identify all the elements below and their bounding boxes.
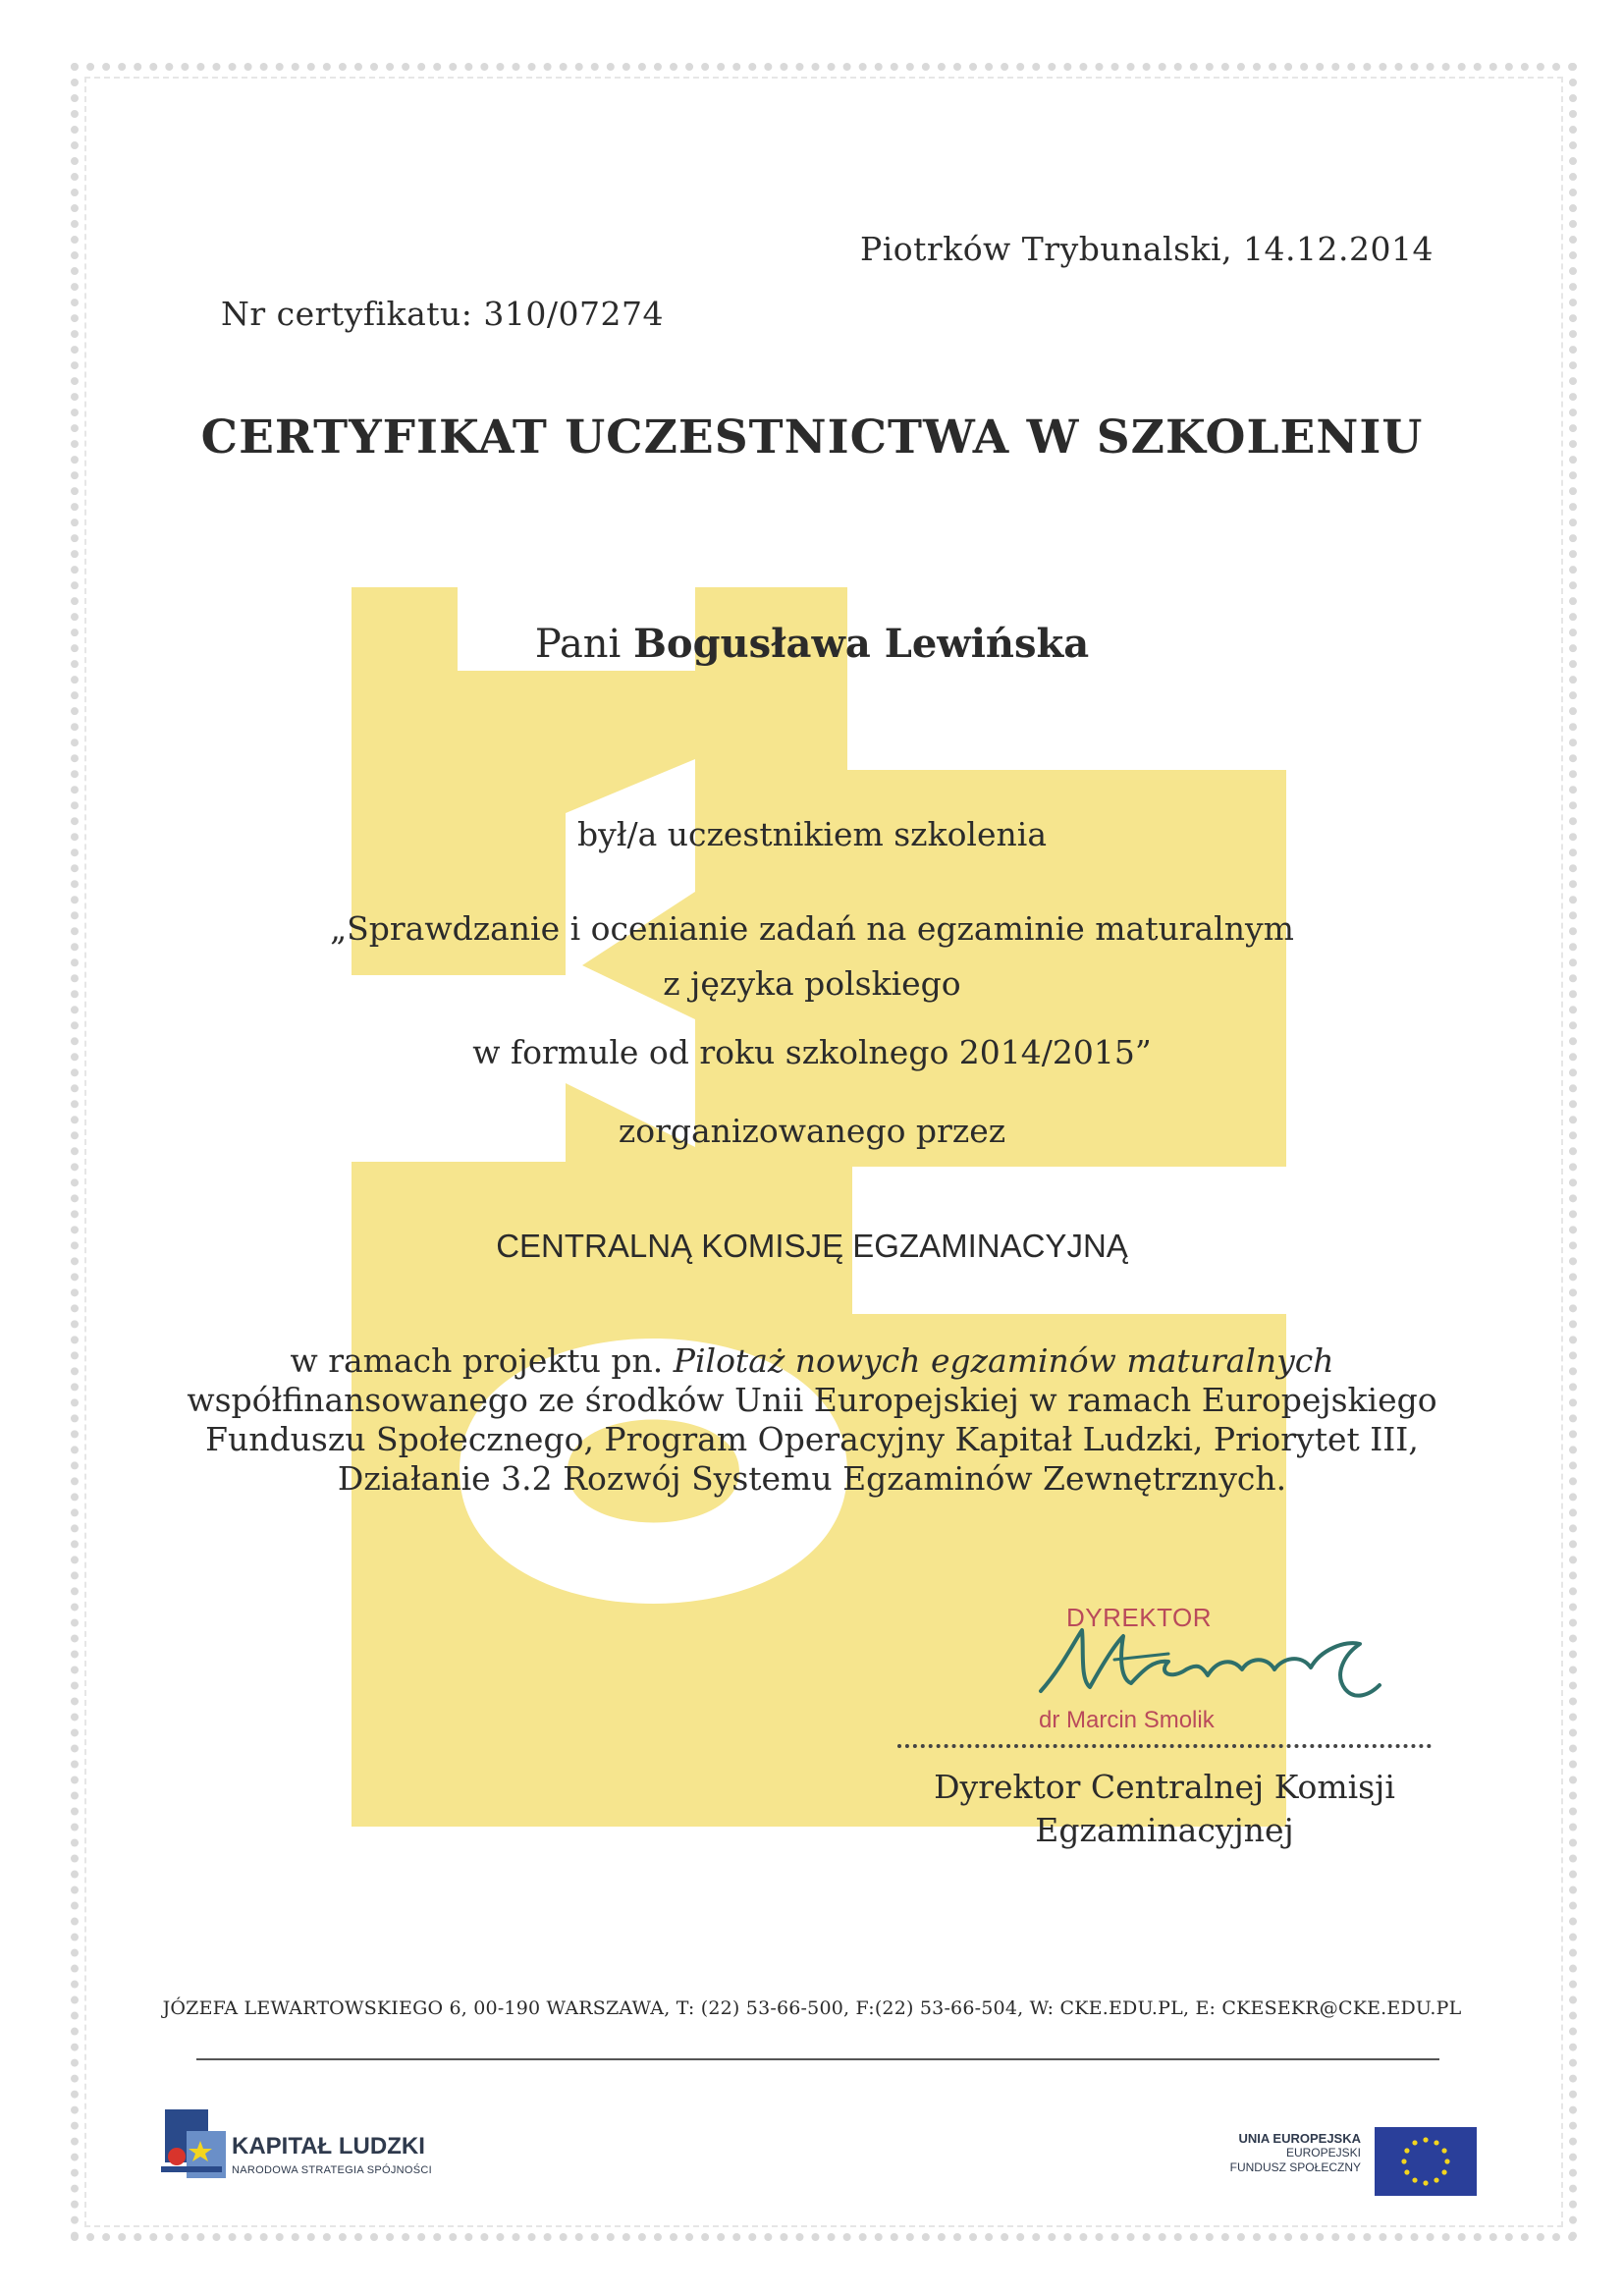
eu-star-icon: [1434, 2140, 1438, 2145]
eu-star-icon: [1404, 2169, 1409, 2174]
eu-star-icon: [1441, 2148, 1446, 2153]
recipient-salutation: Pani: [534, 622, 622, 667]
recipient-name: Bogusława Lewińska: [633, 621, 1090, 667]
eu-star-icon: [1401, 2159, 1406, 2163]
eu-label: [1168, 2131, 1361, 2175]
kapital-ludzki-title: KAPITAŁ LUDZKI: [232, 2133, 425, 2159]
course-title-line-2: z języka polskiego: [663, 964, 961, 1003]
stamp-name: dr Marcin Smolik: [1039, 1707, 1215, 1733]
eu-label-line-2: EUROPEJSKI: [1285, 2146, 1361, 2159]
signer-line-2: Egzaminacyjnej: [1035, 1811, 1294, 1849]
kapital-ludzki-logo: [157, 2102, 234, 2186]
course-title-line-1: „Sprawdzanie i ocenianie zadań na egzaminie maturalnym: [330, 909, 1294, 948]
signer-line-1: Dyrektor Centralnej Komisji: [934, 1768, 1395, 1806]
course-title-line-3: w formule od roku szkolnego 2014/2015”: [472, 1033, 1152, 1071]
project-name: Pilotaż nowych egzaminów maturalnych: [673, 1341, 1334, 1380]
certificate-title: CERTYFIKAT UCZESTNICTWA W SZKOLENIU: [200, 410, 1424, 465]
eu-star-icon: [1412, 2140, 1417, 2145]
project-line-2: współfinansowanego ze środków Unii Europejskiej w ramach Europejskiego: [187, 1381, 1437, 1419]
eu-label-line-3: FUNDUSZ SPOŁECZNY: [1229, 2160, 1361, 2174]
stamp-title: DYREKTOR: [1066, 1603, 1212, 1632]
footer-divider: [196, 2058, 1439, 2060]
eu-star-icon: [1423, 2180, 1428, 2185]
project-prefix: w ramach projektu pn.: [290, 1341, 664, 1380]
project-line-3: Funduszu Społecznego, Program Operacyjny Kapitał Ludzki, Priorytet III,: [205, 1420, 1419, 1458]
eu-star-icon: [1404, 2148, 1409, 2153]
project-line-1: [0, 1341, 1624, 1381]
eu-label-line-1: UNIA EUROPEJSKA: [1238, 2131, 1361, 2146]
organizer-name: CENTRALNĄ KOMISJĘ EGZAMINACYJNĄ: [496, 1228, 1128, 1264]
organized-by-line: zorganizowanego przez: [618, 1112, 1006, 1150]
eu-flag-icon: [1375, 2127, 1477, 2196]
kapital-ludzki-subtitle: NARODOWA STRATEGIA SPÓJNOŚCI: [232, 2164, 432, 2176]
eu-star-icon: [1434, 2177, 1438, 2182]
signer-title: [897, 1766, 1432, 1852]
handwritten-signature: [1021, 1611, 1384, 1709]
eu-star-icon: [1444, 2159, 1449, 2163]
signature-dotted-line: [897, 1744, 1432, 1748]
project-description: [0, 1341, 1624, 1499]
certificate-number: Nr certyfikatu: 310/07274: [221, 295, 664, 333]
footer-address: JÓZEFA LEWARTOWSKIEGO 6, 00-190 WARSZAWA, T: (22) 53-66-500, F:(22) 53-66-504, W: CKE.EDU.PL, E: CKESEKR@CKE.EDU.PL: [162, 1997, 1462, 2019]
recipient: [0, 621, 1624, 667]
eu-star-icon: [1412, 2177, 1417, 2182]
project-line-4: Działanie 3.2 Rozwój Systemu Egzaminów Zewnętrznych.: [337, 1459, 1287, 1498]
eu-star-icon: [1423, 2137, 1428, 2142]
eu-star-icon: [1441, 2169, 1446, 2174]
participant-line: był/a uczestnikiem szkolenia: [576, 815, 1048, 853]
place-and-date: Piotrków Trybunalski, 14.12.2014: [860, 230, 1434, 268]
